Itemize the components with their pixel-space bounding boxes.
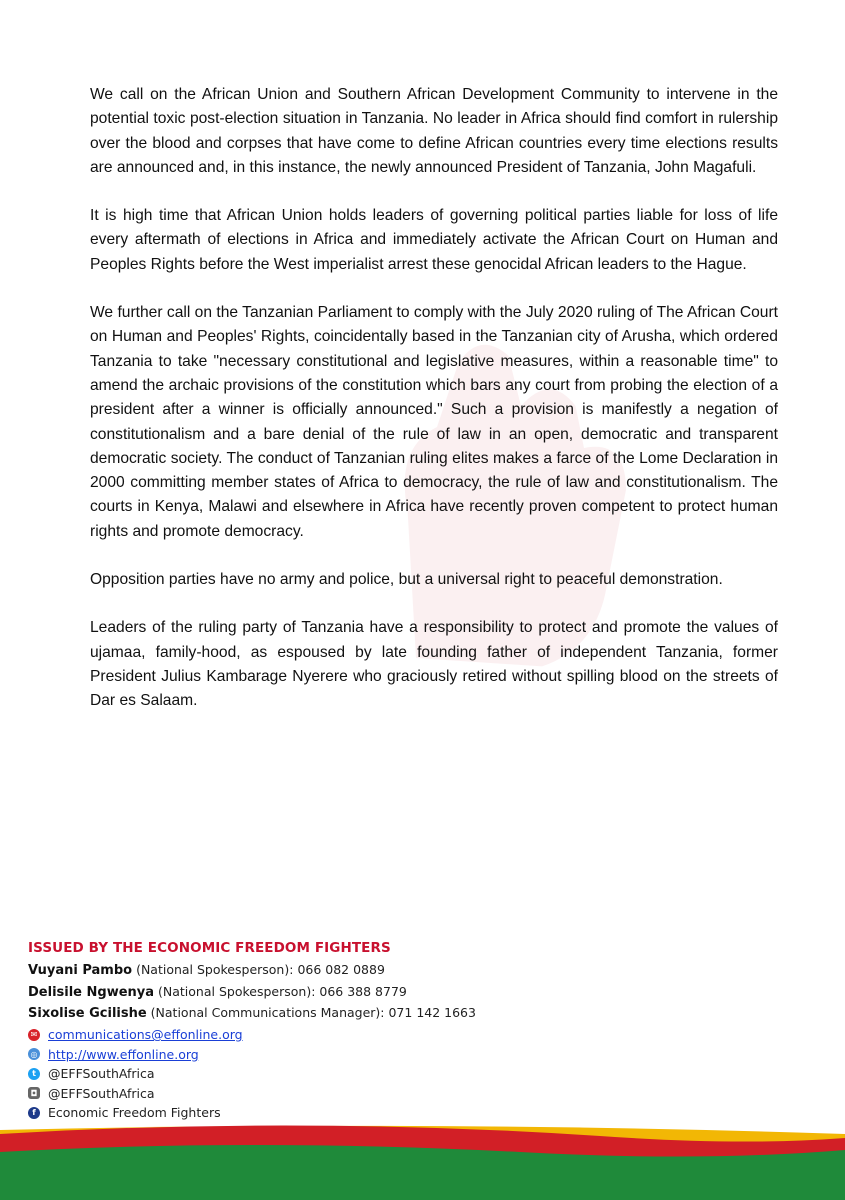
mail-icon: ✉ bbox=[28, 1029, 40, 1041]
paragraph-3: We further call on the Tanzanian Parliament to comply with the July 2020 ruling of The African Court on Human and Peoples' Rights, coincidentally based in the Tanzanian city of Arusha, which ordered Tanzania to take "necessary constitutional and legislative measures, within a reasonable time" to amend the archaic provisions of the constitution which bars any court from probing the election of a president after a winner is officially announced." Such a provision is manifestly a negation of constitutionalism and a bare denial of the rule of law in an open, democratic and transparent democratic society. The conduct of Tanzanian ruling elites makes a farce of the Lome Declaration in 2000 committing member states of Africa to democracy, the rule of law and constitutionalism. The courts in Kenya, Malawi and elsewhere in Africa have recently proven competent to protect human rights and promote democracy. bbox=[90, 304, 778, 540]
paragraph-5: Leaders of the ruling party of Tanzania have a responsibility to protect and promote the values of ujamaa, family-hood, as espoused by late founding father of independent Tanzania, former President Julius Kambarage Nyerere who graciously retired without spilling blood on the streets of Dar es Salaam. bbox=[90, 619, 778, 710]
website-link[interactable]: http://www.effonline.org bbox=[48, 1046, 199, 1062]
facebook-page[interactable]: Economic Freedom Fighters bbox=[48, 1105, 221, 1121]
contact-role: (National Communications Manager): bbox=[150, 1005, 385, 1020]
globe-icon: ◎ bbox=[28, 1048, 40, 1060]
paragraph-2: It is high time that African Union holds leaders of governing political parties liable for loss of life every aftermath of elections in Africa and immediately activate the African Court on Human and Peoples Rights before the West imperialist arrest these genocidal African leaders to the Hague. bbox=[90, 207, 778, 273]
contact-row bbox=[28, 960, 476, 982]
issued-heading: ISSUED BY THE ECONOMIC FREEDOM FIGHTERS bbox=[28, 940, 391, 956]
website-row bbox=[28, 1045, 243, 1065]
contact-role: (National Spokesperson): bbox=[136, 962, 294, 977]
contact-name: Vuyani Pambo bbox=[28, 963, 133, 978]
email-row bbox=[28, 1025, 243, 1045]
issued-by-block bbox=[28, 940, 476, 1025]
instagram-icon: ◘ bbox=[28, 1087, 40, 1099]
instagram-handle[interactable]: @EFFSouthAfrica bbox=[48, 1085, 155, 1101]
email-link[interactable]: communications@effonline.org bbox=[48, 1027, 243, 1043]
contact-links bbox=[28, 1025, 243, 1123]
twitter-handle[interactable]: @EFFSouthAfrica bbox=[48, 1066, 155, 1082]
footer-wave-banner bbox=[0, 1112, 845, 1200]
contact-name: Sixolise Gcilishe bbox=[28, 1006, 147, 1021]
twitter-icon: t bbox=[28, 1068, 40, 1080]
contact-phone[interactable]: 071 142 1663 bbox=[388, 1005, 476, 1020]
press-statement-body bbox=[90, 83, 778, 738]
contact-phone[interactable]: 066 388 8779 bbox=[319, 983, 407, 999]
contact-row bbox=[28, 1003, 476, 1025]
paragraph-1: We call on the African Union and Southern African Development Community to intervene in the potential toxic post-election situation in Tanzania. No leader in Africa should find comfort in rulership over the blood and corpses that have come to define African countries every time elections results are announced and, in this instance, the newly announced President of Tanzania, John Magafuli. bbox=[90, 86, 778, 176]
paragraph-4: Opposition parties have no army and police, but a universal right to peaceful demonstration. bbox=[90, 571, 723, 589]
twitter-row bbox=[28, 1064, 243, 1084]
instagram-row bbox=[28, 1084, 243, 1104]
contact-name: Delisile Ngwenya bbox=[28, 984, 155, 1000]
contact-phone[interactable]: 066 082 0889 bbox=[297, 962, 385, 977]
facebook-icon: f bbox=[28, 1107, 40, 1119]
contact-role: (National Spokesperson): bbox=[158, 983, 316, 999]
contact-row bbox=[28, 982, 476, 1004]
